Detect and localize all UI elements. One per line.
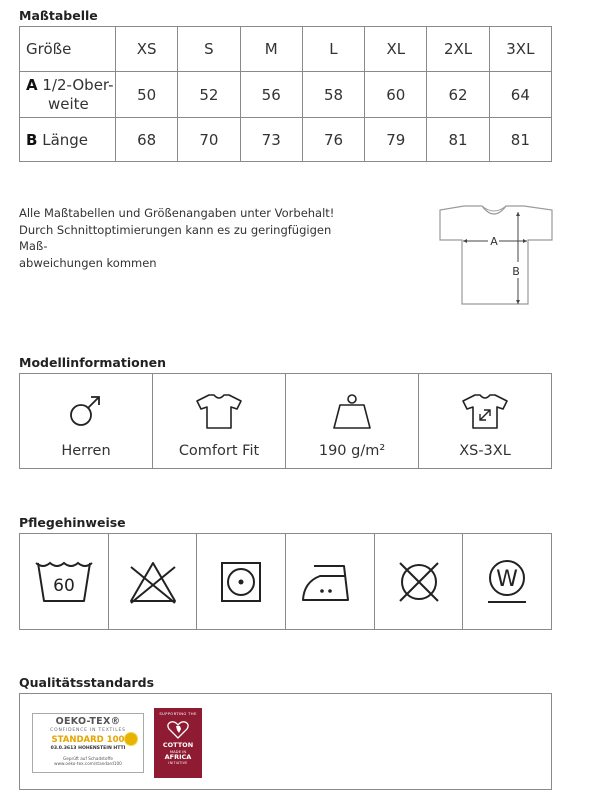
model-info-label: XS-3XL	[459, 443, 511, 459]
model-info-grid	[19, 373, 552, 469]
care-title: Pflegehinweise	[19, 515, 126, 530]
model-info-item	[419, 374, 551, 468]
table-cell: 62	[427, 72, 489, 118]
care-item	[20, 534, 109, 629]
row-label: Länge	[42, 130, 89, 149]
wet-clean-icon	[482, 557, 532, 607]
quality-logos-box	[19, 693, 552, 790]
tumble-dry-icon	[219, 560, 263, 604]
care-item	[463, 534, 551, 629]
tshirt-icon	[195, 392, 243, 430]
cmia-cotton: COTTON	[162, 741, 194, 749]
oeko-standard: STANDARD 100	[51, 735, 125, 745]
wash-60-icon	[34, 557, 94, 607]
table-cell: 60	[365, 72, 427, 118]
row-letter: A	[26, 75, 38, 94]
no-bleach-icon	[127, 559, 179, 605]
cotton-made-in-africa-logo	[154, 708, 202, 778]
oeko-tested: Geprüft auf Schadstoffe	[63, 756, 113, 761]
size-header-cell: 3XL	[489, 27, 551, 72]
size-chart-title: Maßtabelle	[19, 8, 98, 23]
size-header-cell: 2XL	[427, 27, 489, 72]
diagram-label-a: A	[490, 235, 498, 248]
disclaimer-line: abweichungen kommen	[19, 255, 157, 270]
male-symbol-icon	[66, 392, 106, 430]
table-cell: 76	[302, 118, 364, 162]
cmia-africa: AFRICA	[164, 753, 192, 761]
disclaimer-line: Alle Maßtabellen und Größenangaben unter Vorbehalt!	[19, 206, 335, 220]
table-row	[20, 118, 552, 162]
sun-icon	[125, 733, 137, 745]
care-item	[286, 534, 375, 629]
model-info-label: Comfort Fit	[178, 443, 260, 459]
care-item	[197, 534, 286, 629]
table-cell: 70	[178, 118, 240, 162]
row-label-line1: 1/2-Ober-	[42, 75, 114, 94]
care-item	[109, 534, 198, 629]
care-item	[375, 534, 464, 629]
size-disclaimer	[19, 205, 359, 271]
table-row	[20, 72, 552, 118]
oeko-tagline: CONFIDENCE IN TEXTILES	[50, 728, 126, 733]
wet-clean-letter: W	[496, 566, 519, 592]
model-info-item	[153, 374, 286, 468]
table-cell: 73	[240, 118, 302, 162]
model-info-title: Modellinformationen	[19, 355, 166, 370]
size-header-cell: S	[178, 27, 240, 72]
oeko-brand: OEKO-TEX®	[55, 716, 121, 727]
heart-africa-icon	[167, 720, 189, 740]
table-cell: 81	[427, 118, 489, 162]
wash-temperature: 60	[53, 575, 75, 596]
diagram-label-b: B	[512, 265, 520, 278]
row-label-chest	[20, 72, 116, 118]
oeko-cert: 03.0.3613 HOHENSTEIN HTTI	[50, 746, 126, 751]
tshirt-outline-icon	[440, 206, 552, 304]
iron-medium-icon	[300, 560, 360, 604]
weight-icon	[330, 392, 374, 430]
model-info-label: 190 g/m²	[318, 443, 386, 459]
table-cell: 81	[489, 118, 551, 162]
table-cell: 52	[178, 72, 240, 118]
size-header-cell: XL	[365, 27, 427, 72]
oeko-url: www.oeko-tex.com/standard100	[54, 761, 122, 766]
disclaimer-line: Durch Schnittoptimierungen kann es zu geringfügigen Maß-	[19, 222, 332, 253]
tshirt-measurement-diagram	[436, 200, 556, 310]
table-row	[20, 27, 552, 72]
cmia-supporting: SUPPORTING THE	[159, 711, 197, 716]
size-header-cell: L	[302, 27, 364, 72]
table-cell: 79	[365, 118, 427, 162]
size-header-label: Größe	[20, 27, 116, 72]
table-cell: 64	[489, 72, 551, 118]
model-info-label: Herren	[61, 443, 111, 459]
model-info-item	[286, 374, 419, 468]
size-header-cell: XS	[116, 27, 178, 72]
row-label-line2: weite	[48, 94, 89, 113]
oeko-tex-logo	[32, 713, 144, 773]
table-cell: 58	[302, 72, 364, 118]
no-dry-clean-icon	[394, 557, 444, 607]
size-table	[19, 26, 552, 162]
cmia-initiative: INITIATIVE	[168, 761, 188, 765]
quality-title: Qualitätsstandards	[19, 675, 155, 690]
care-grid	[19, 533, 552, 630]
table-cell: 50	[116, 72, 178, 118]
model-info-item	[20, 374, 153, 468]
row-letter: B	[26, 130, 38, 149]
size-header-cell: M	[240, 27, 302, 72]
row-label-length	[20, 118, 116, 162]
table-cell: 56	[240, 72, 302, 118]
table-cell: 68	[116, 118, 178, 162]
cmia-made-in: MADE IN	[169, 749, 187, 754]
tshirt-size-icon	[461, 392, 509, 430]
